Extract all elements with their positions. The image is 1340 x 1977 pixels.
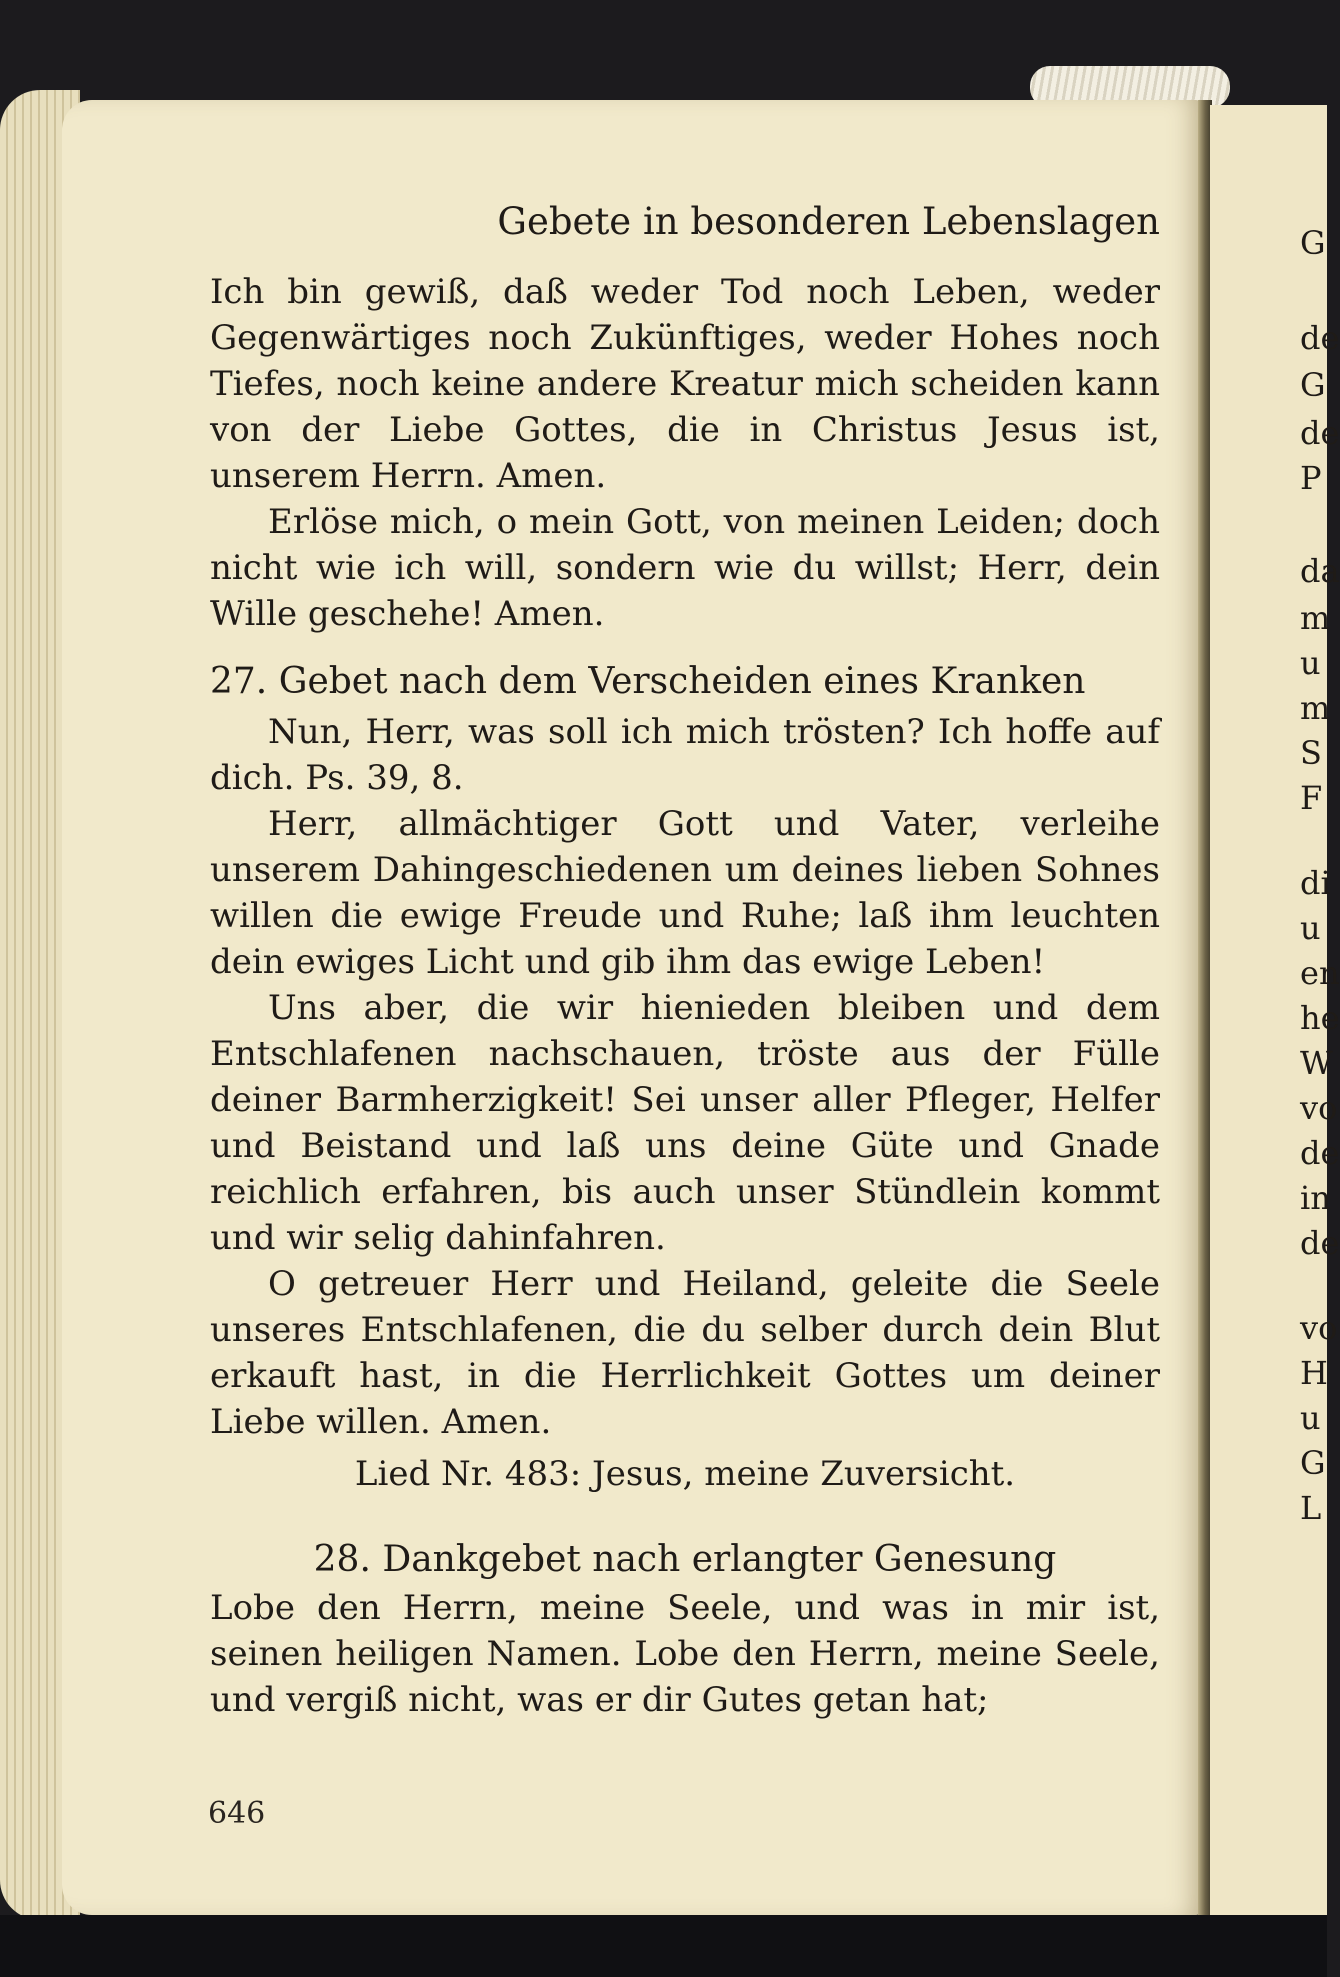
right-page-fragment: P: [1300, 459, 1322, 497]
prayer-paragraph: Herr, allmächtiger Gott und Vater, verleihe unserem Dahingeschiedenen um deines lieben Sohnes willen die ewige Freude und Ruhe; laß ihm leuchten dein ewiges Licht und gib ihm das ewige Leben!: [210, 804, 1160, 982]
section-heading-28: 28. Dankgebet nach erlangter Genesung: [313, 1539, 1057, 1580]
right-page-fragment: de: [1300, 319, 1340, 357]
right-page-fragment: W: [1300, 1044, 1333, 1082]
right-page-fragment: G: [1300, 366, 1326, 404]
right-page-fragment: u: [1300, 909, 1321, 947]
prayer-paragraph: Uns aber, die wir hienieden bleiben und dem Entschlafenen nachschauen, tröste aus der Fülle deiner Barmherzigkeit! Sei unser aller Pfleger, Helfer und Beistand und laß uns deine Güte und Gnade reichlich erfahren, bis auch unser Stündlein kommt und wir selig dahinfahren.: [210, 988, 1160, 1258]
book-cover: [0, 1915, 1327, 1977]
prayer-paragraph: Lobe den Herrn, meine Seele, und was in mir ist, seinen heiligen Namen. Lobe den Herrn, meine Seele, und vergiß nicht, was er dir Gutes getan hat;: [210, 1588, 1160, 1720]
prayer-paragraph: Ich bin gewiß, daß weder Tod noch Leben, weder Gegenwärtiges noch Zukünftiges, weder Hohes noch Tiefes, noch keine andere Kreatur mich scheiden kann von der Liebe Gottes, die in Christus Jesus ist, unserem Herrn. Amen.: [210, 272, 1160, 496]
page-number: 646: [208, 1796, 266, 1831]
right-page-fragment: de: [1300, 1134, 1340, 1172]
page-content: [210, 200, 1160, 1723]
right-page-fragment: m: [1300, 599, 1331, 637]
right-page-fragment: u: [1300, 1399, 1321, 1437]
right-page-fragment: L: [1300, 1489, 1322, 1527]
right-page-fragment: G: [1300, 224, 1326, 262]
section-heading-27: 27. Gebet nach dem Verscheiden eines Kranken: [210, 661, 1086, 702]
right-page-fragment: da: [1300, 552, 1340, 590]
right-page-fragment: F: [1300, 779, 1323, 817]
right-page-fragment: S: [1300, 734, 1322, 772]
right-page-fragment: he: [1300, 999, 1340, 1037]
bible-verse: Nun, Herr, was soll ich mich trösten? Ich hoffe auf dich. Ps. 39, 8.: [210, 712, 1160, 798]
right-page-fragment: m: [1300, 689, 1331, 727]
right-page-fragment: u: [1300, 644, 1321, 682]
right-page-fragment: in: [1300, 1179, 1331, 1217]
right-page-fragment: de: [1300, 414, 1340, 452]
prayer-paragraph: O getreuer Herr und Heiland, geleite die Seele unseres Entschlafenen, die du selber durch dein Blut erkauft hast, in die Herrlichkeit Gottes um deiner Liebe willen. Amen.: [210, 1264, 1160, 1442]
right-page-fragment: vo: [1300, 1089, 1338, 1127]
hymn-reference: Lied Nr. 483: Jesus, meine Zuversicht.: [354, 1454, 1016, 1494]
right-page-fragment: vo: [1300, 1309, 1338, 1347]
right-page-fragment: en: [1300, 954, 1340, 992]
right-page-fragment: G: [1300, 1444, 1326, 1482]
right-page-fragment: di: [1300, 864, 1331, 902]
right-page-fragment: de: [1300, 1224, 1340, 1262]
right-page-fragment: H: [1300, 1354, 1328, 1392]
prayer-paragraph: Erlöse mich, o mein Gott, von meinen Leiden; doch nicht wie ich will, sondern wie du willst; Herr, dein Wille geschehe! Amen.: [210, 502, 1160, 634]
running-head: Gebete in besonderen Lebenslagen: [497, 200, 1160, 243]
